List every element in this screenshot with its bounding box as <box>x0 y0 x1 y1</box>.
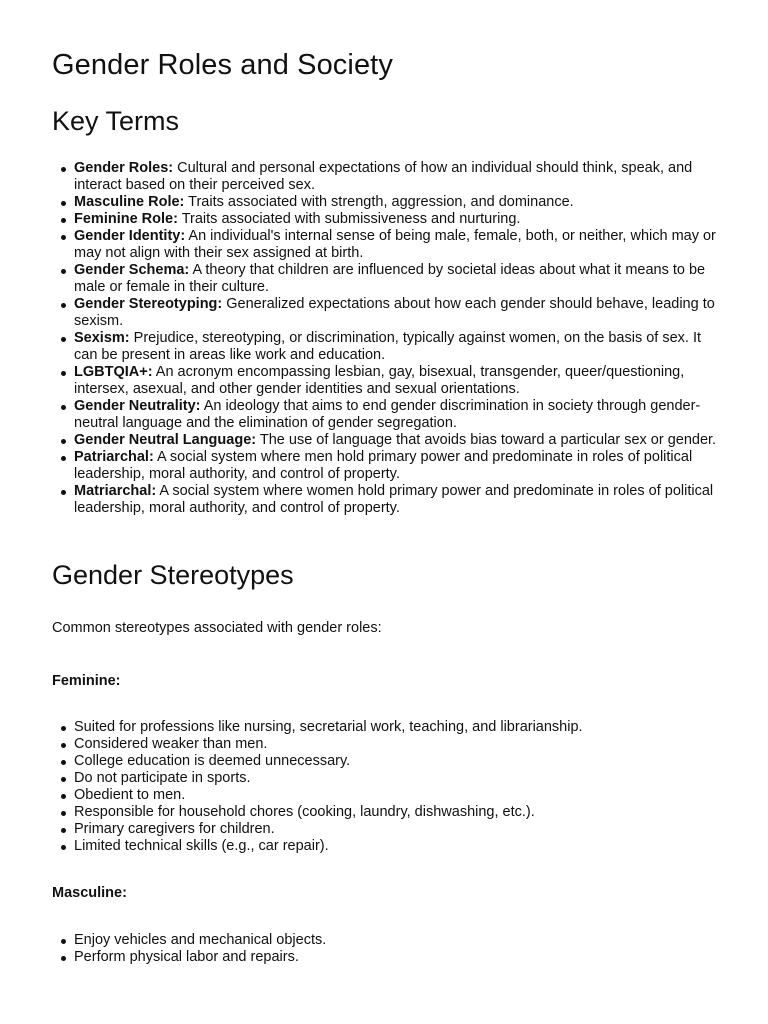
masculine-label: Masculine: <box>52 885 127 901</box>
term-definition: Prejudice, stereotyping, or discrimination, typically against women, on the basis of sex. It can be present in areas like work and education. <box>74 330 702 363</box>
term-definition: A social system where women hold primary power and predominate in roles of political leadership, moral authority, and control of property. <box>74 483 714 516</box>
list-item: College education is deemed unnecessary. <box>52 753 722 770</box>
stereotypes-heading: Gender Stereotypes <box>52 560 294 590</box>
list-item <box>52 483 722 517</box>
list-item <box>52 330 722 364</box>
list-item: Do not participate in sports. <box>52 770 722 787</box>
masculine-list <box>52 932 722 966</box>
list-item: Primary caregivers for children. <box>52 821 722 838</box>
term-label: Sexism: <box>74 330 130 346</box>
term-definition: A theory that children are influenced by societal ideas about what it means to be male or female in their culture. <box>74 262 706 295</box>
term-label: Gender Neutral Language: <box>74 432 257 448</box>
list-item: Perform physical labor and repairs. <box>52 949 722 966</box>
list-item <box>52 160 722 194</box>
term-label: Gender Schema: <box>74 262 190 278</box>
list-item: Obedient to men. <box>52 787 722 804</box>
term-label: Gender Stereotyping: <box>74 296 223 312</box>
key-terms-heading: Key Terms <box>52 106 180 136</box>
term-label: Patriarchal: <box>74 449 154 465</box>
list-item <box>52 364 722 398</box>
feminine-label: Feminine: <box>52 673 121 689</box>
list-item: Limited technical skills (e.g., car repair). <box>52 838 722 855</box>
page-title: Gender Roles and Society <box>52 49 393 81</box>
term-label: Gender Roles: <box>74 160 174 176</box>
list-item <box>52 449 722 483</box>
term-label: Gender Identity: <box>74 228 186 244</box>
list-item <box>52 211 722 228</box>
term-definition: Traits associated with strength, aggression, and dominance. <box>184 194 574 210</box>
list-item: Enjoy vehicles and mechanical objects. <box>52 932 722 949</box>
term-definition: A social system where men hold primary power and predominate in roles of political leadership, moral authority, and control of property. <box>74 449 693 482</box>
list-item: Considered weaker than men. <box>52 736 722 753</box>
term-definition: The use of language that avoids bias toward a particular sex or gender. <box>256 432 717 448</box>
term-label: Masculine Role: <box>74 194 185 210</box>
term-definition: An acronym encompassing lesbian, gay, bisexual, transgender, queer/questioning, intersex, asexual, and other gender identities and sexual orientations. <box>74 364 685 397</box>
list-item <box>52 228 722 262</box>
stereotypes-intro: Common stereotypes associated with gender roles: <box>52 620 382 636</box>
term-label: Matriarchal: <box>74 483 157 499</box>
list-item: Suited for professions like nursing, secretarial work, teaching, and librarianship. <box>52 719 722 736</box>
feminine-list <box>52 719 722 855</box>
term-label: Feminine Role: <box>74 211 178 227</box>
term-definition: Cultural and personal expectations of how an individual should think, speak, and interact based on their perceived sex. <box>74 160 693 193</box>
key-terms-list <box>52 160 722 517</box>
list-item: Responsible for household chores (cooking, laundry, dishwashing, etc.). <box>52 804 722 821</box>
term-definition: An ideology that aims to end gender discrimination in society through gender-neutral language and the elimination of gender segregation. <box>74 398 701 431</box>
list-item <box>52 262 722 296</box>
list-item <box>52 432 722 449</box>
list-item <box>52 296 722 330</box>
term-label: LGBTQIA+: <box>74 364 153 380</box>
list-item <box>52 398 722 432</box>
list-item <box>52 194 722 211</box>
term-label: Gender Neutrality: <box>74 398 201 414</box>
term-definition: Generalized expectations about how each gender should behave, leading to sexism. <box>74 296 715 329</box>
term-definition: Traits associated with submissiveness and nurturing. <box>177 211 521 227</box>
term-definition: An individual's internal sense of being male, female, both, or neither, which may or may not align with their sex assigned at birth. <box>74 228 716 261</box>
